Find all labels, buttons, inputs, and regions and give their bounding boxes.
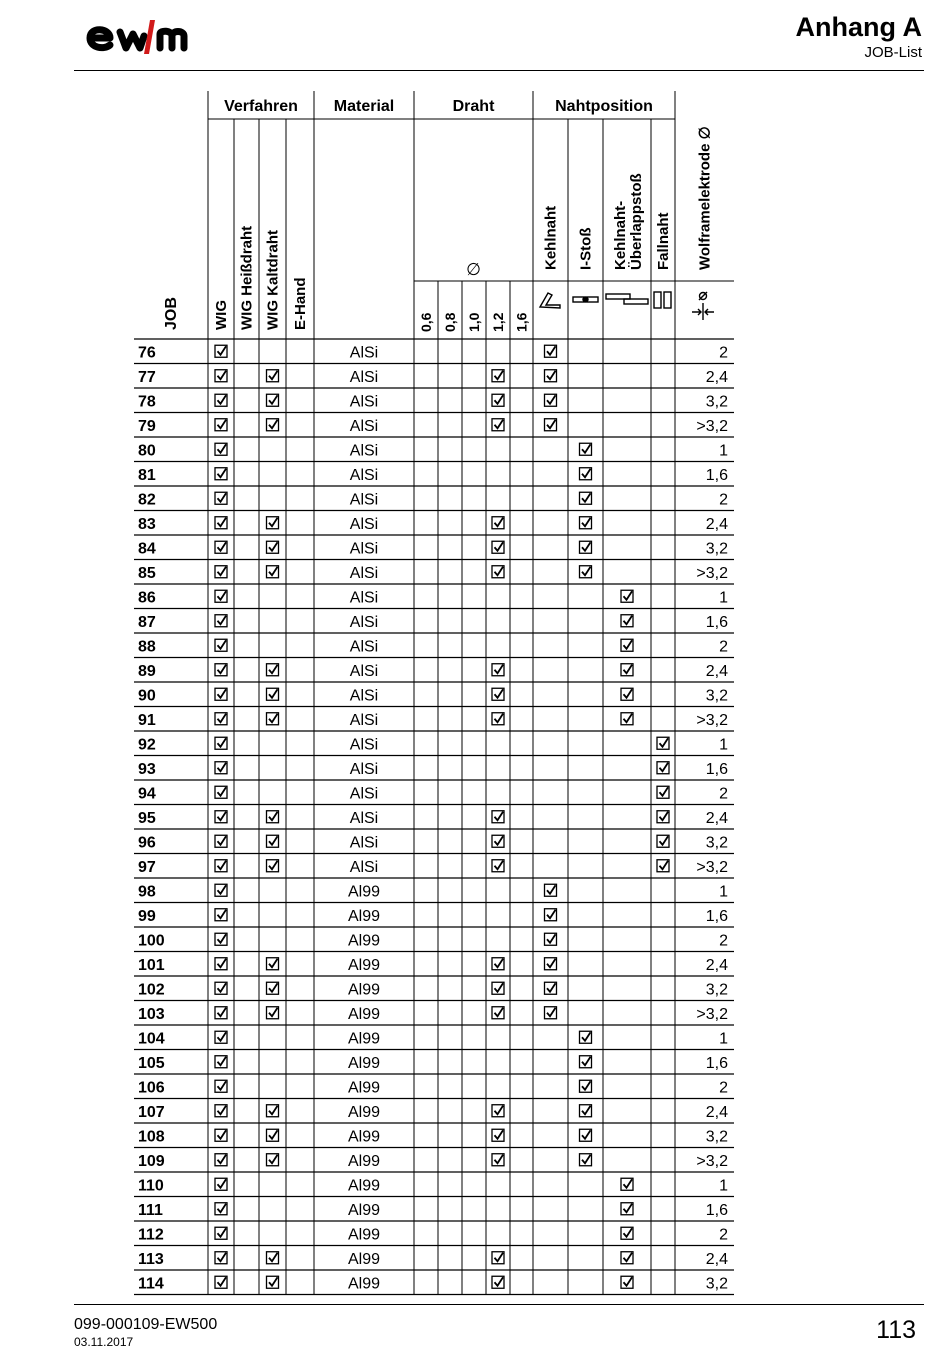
- wig-check: [215, 1056, 227, 1068]
- job-number: 89: [138, 662, 156, 680]
- wig-check: [215, 860, 227, 872]
- wolfram-cell: >3,2: [696, 1005, 728, 1023]
- job-number: 87: [138, 613, 156, 631]
- wig-check: [215, 468, 227, 480]
- nahtposition-check: [545, 394, 557, 406]
- job-number: 88: [138, 638, 156, 656]
- material-cell: AlSi: [349, 760, 379, 778]
- material-cell: Al99: [347, 907, 381, 925]
- job-number: 100: [138, 932, 165, 950]
- nahtposition-check: [545, 982, 557, 994]
- nahtposition-check: [545, 345, 557, 357]
- wolframelektrode-icon: [692, 292, 714, 320]
- job-number: 96: [138, 834, 156, 852]
- wolfram-cell: 1: [719, 442, 728, 460]
- material-cell: AlSi: [349, 589, 379, 607]
- material-cell: AlSi: [349, 613, 379, 631]
- nahtposition-check: [657, 762, 669, 774]
- material-cell: AlSi: [349, 466, 379, 484]
- job-number: 92: [138, 736, 156, 754]
- wig-kaltdraht-check: [267, 517, 279, 529]
- wolfram-cell: 2,4: [705, 809, 728, 827]
- nahtposition-check: [580, 492, 592, 504]
- wolfram-cell: 2: [719, 1079, 728, 1097]
- wig-check: [215, 541, 227, 553]
- wig-kaltdraht-check: [267, 1105, 279, 1117]
- wig-check: [215, 443, 227, 455]
- wig-check: [215, 1105, 227, 1117]
- draht-check: [492, 1154, 504, 1166]
- wolfram-cell: 2: [719, 344, 728, 362]
- material-cell: Al99: [347, 883, 381, 901]
- wig-check: [215, 1154, 227, 1166]
- wolfram-cell: 2,4: [705, 368, 728, 386]
- wig-kaltdraht-check: [267, 1276, 279, 1288]
- job-number: 93: [138, 760, 156, 778]
- group-header-material: Material: [333, 98, 395, 115]
- draht-check: [492, 1276, 504, 1288]
- job-number: 97: [138, 858, 156, 876]
- nahtposition-check: [545, 419, 557, 431]
- material-cell: AlSi: [349, 858, 379, 876]
- ueberlappstoss-icon: [606, 294, 648, 304]
- job-number: 98: [138, 883, 156, 901]
- wig-check: [215, 786, 227, 798]
- job-number: 107: [138, 1103, 165, 1121]
- wolfram-cell: >3,2: [696, 711, 728, 729]
- material-cell: AlSi: [349, 687, 379, 705]
- wig-kaltdraht-check: [267, 541, 279, 553]
- wolfram-cell: 2,4: [705, 662, 728, 680]
- wig-kaltdraht-check: [267, 1252, 279, 1264]
- nahtposition-check: [621, 688, 633, 700]
- material-cell: Al99: [347, 932, 381, 950]
- material-cell: AlSi: [349, 711, 379, 729]
- wolfram-cell: 1: [719, 736, 728, 754]
- nahtposition-check: [621, 1252, 633, 1264]
- material-cell: Al99: [347, 1128, 381, 1146]
- wig-kaltdraht-check: [267, 664, 279, 676]
- wolfram-cell: 1: [719, 1177, 728, 1195]
- wig-kaltdraht-check: [267, 1007, 279, 1019]
- nahtposition-check: [580, 1105, 592, 1117]
- material-cell: Al99: [347, 1079, 381, 1097]
- nahtposition-check: [621, 1203, 633, 1215]
- wig-check: [215, 1203, 227, 1215]
- wig-kaltdraht-check: [267, 419, 279, 431]
- nahtposition-check: [580, 541, 592, 553]
- page-header-subtitle: JOB-List: [864, 44, 922, 61]
- job-number: 102: [138, 981, 165, 999]
- wolfram-cell: 2: [719, 638, 728, 656]
- page-header-title: Anhang A: [795, 12, 922, 42]
- wolfram-cell: 1: [719, 883, 728, 901]
- draht-check: [492, 566, 504, 578]
- nahtposition-check: [657, 786, 669, 798]
- material-cell: AlSi: [349, 344, 379, 362]
- wolfram-cell: 2: [719, 491, 728, 509]
- wig-check: [215, 664, 227, 676]
- wolfram-cell: 3,2: [705, 393, 728, 411]
- job-number: 113: [138, 1250, 164, 1268]
- job-number: 105: [138, 1054, 165, 1072]
- nahtposition-check: [545, 1007, 557, 1019]
- nahtposition-check: [580, 1154, 592, 1166]
- wolfram-cell: 1,6: [705, 907, 728, 925]
- nahtposition-check: [580, 517, 592, 529]
- material-cell: AlSi: [349, 564, 379, 582]
- job-number: 111: [138, 1201, 163, 1219]
- column-header-i-stoss: I-Stoß: [577, 227, 595, 270]
- nahtposition-check: [545, 909, 557, 921]
- nahtposition-check: [545, 370, 557, 382]
- draht-check: [492, 370, 504, 382]
- material-cell: AlSi: [349, 809, 379, 827]
- wolfram-cell: 1: [719, 1030, 728, 1048]
- nahtposition-check: [621, 639, 633, 651]
- draht-check: [492, 517, 504, 529]
- wolfram-cell: 1,6: [705, 760, 728, 778]
- wig-check: [215, 370, 227, 382]
- nahtposition-check: [621, 664, 633, 676]
- draht-check: [492, 664, 504, 676]
- document-number: 099-000109-EW500: [74, 1316, 218, 1333]
- material-cell: AlSi: [349, 834, 379, 852]
- wig-check: [215, 884, 227, 896]
- nahtposition-check: [621, 1276, 633, 1288]
- wig-kaltdraht-check: [267, 1129, 279, 1141]
- wig-kaltdraht-check: [267, 958, 279, 970]
- wig-kaltdraht-check: [267, 860, 279, 872]
- material-cell: Al99: [347, 1226, 381, 1244]
- wig-check: [215, 419, 227, 431]
- column-header-fallnaht: Fallnaht: [655, 212, 672, 270]
- job-number: 104: [138, 1030, 165, 1048]
- wolfram-cell: 1,6: [705, 1201, 728, 1219]
- material-cell: Al99: [347, 981, 381, 999]
- draht-check: [492, 811, 504, 823]
- group-header-verfahren: Verfahren: [224, 98, 298, 115]
- draht-check: [492, 1105, 504, 1117]
- material-cell: Al99: [347, 1103, 381, 1121]
- wig-check: [215, 615, 227, 627]
- wolfram-cell: 3,2: [705, 687, 728, 705]
- page-number: 113: [876, 1316, 916, 1344]
- job-number: 101: [138, 956, 165, 974]
- job-number: 103: [138, 1005, 165, 1023]
- job-number: 80: [138, 442, 156, 460]
- wolfram-cell: >3,2: [696, 1152, 728, 1170]
- job-number: 114: [138, 1275, 164, 1293]
- material-cell: AlSi: [349, 785, 379, 803]
- job-number: 99: [138, 907, 156, 925]
- wig-kaltdraht-check: [267, 982, 279, 994]
- column-header-kehlnaht-ueberlapp: Kehlnaht-: [612, 200, 629, 270]
- nahtposition-check: [580, 468, 592, 480]
- job-number: 108: [138, 1128, 165, 1146]
- wig-kaltdraht-check: [267, 835, 279, 847]
- nahtposition-check: [621, 1227, 633, 1239]
- wolfram-cell: 2: [719, 785, 728, 803]
- wolfram-cell: 1,6: [705, 613, 728, 631]
- draht-check: [492, 1129, 504, 1141]
- wig-check: [215, 811, 227, 823]
- column-header-kehlnaht-ueberlapp: Überlappstoß: [628, 173, 645, 270]
- wig-check: [215, 1252, 227, 1264]
- wolfram-cell: 3,2: [705, 981, 728, 999]
- draht-check: [492, 419, 504, 431]
- nahtposition-check: [580, 1031, 592, 1043]
- wolfram-cell: 2,4: [705, 1103, 728, 1121]
- draht-check: [492, 1252, 504, 1264]
- job-number: 79: [138, 417, 156, 435]
- material-cell: Al99: [347, 1152, 381, 1170]
- job-number: 81: [138, 466, 156, 484]
- wolfram-cell: 1: [719, 589, 728, 607]
- job-number: 84: [138, 540, 156, 558]
- wig-check: [215, 566, 227, 578]
- job-number: 85: [138, 564, 156, 582]
- material-cell: Al99: [347, 1005, 381, 1023]
- material-cell: AlSi: [349, 540, 379, 558]
- wig-check: [215, 713, 227, 725]
- job-number: 106: [138, 1079, 165, 1097]
- column-header-draht-4: 1,6: [513, 312, 530, 332]
- material-cell: AlSi: [349, 491, 379, 509]
- draht-diameter-symbol: ∅: [466, 260, 481, 279]
- wig-check: [215, 517, 227, 529]
- wolfram-cell: 1,6: [705, 1054, 728, 1072]
- wig-kaltdraht-check: [267, 811, 279, 823]
- draht-check: [492, 982, 504, 994]
- i-stoss-icon: [573, 297, 598, 302]
- wig-kaltdraht-check: [267, 566, 279, 578]
- material-cell: AlSi: [349, 393, 379, 411]
- wig-check: [215, 835, 227, 847]
- nahtposition-check: [657, 860, 669, 872]
- nahtposition-check: [545, 884, 557, 896]
- draht-check: [492, 835, 504, 847]
- material-cell: AlSi: [349, 662, 379, 680]
- material-cell: Al99: [347, 1250, 381, 1268]
- wig-check: [215, 933, 227, 945]
- draht-check: [492, 394, 504, 406]
- group-header-nahtposition: Nahtposition: [555, 98, 653, 115]
- nahtposition-check: [621, 713, 633, 725]
- wig-check: [215, 1031, 227, 1043]
- job-number: 94: [138, 785, 156, 803]
- wig-kaltdraht-check: [267, 1154, 279, 1166]
- wolfram-cell: 2,4: [705, 1250, 728, 1268]
- wig-check: [215, 590, 227, 602]
- material-cell: AlSi: [349, 442, 379, 460]
- wig-check: [215, 1178, 227, 1190]
- draht-check: [492, 688, 504, 700]
- column-header-draht-2: 1,0: [466, 312, 482, 332]
- nahtposition-check: [621, 1178, 633, 1190]
- wig-check: [215, 909, 227, 921]
- wolfram-cell: 2,4: [705, 956, 728, 974]
- nahtposition-check: [657, 835, 669, 847]
- nahtposition-check: [657, 737, 669, 749]
- job-number: 76: [138, 344, 156, 362]
- column-header-wig-heissdraht: WIG Heißdraht: [238, 225, 256, 330]
- nahtposition-check: [580, 443, 592, 455]
- nahtposition-check: [657, 811, 669, 823]
- wolfram-cell: >3,2: [696, 417, 728, 435]
- column-header-wig: WIG: [213, 300, 230, 330]
- wig-check: [215, 492, 227, 504]
- wig-check: [215, 982, 227, 994]
- nahtposition-check: [580, 1080, 592, 1092]
- wig-check: [215, 1007, 227, 1019]
- job-number: 86: [138, 589, 156, 607]
- wolfram-cell: 3,2: [705, 1128, 728, 1146]
- wig-check: [215, 1129, 227, 1141]
- wig-kaltdraht-check: [267, 688, 279, 700]
- wolfram-cell: 1,6: [705, 466, 728, 484]
- wolfram-cell: >3,2: [696, 564, 728, 582]
- wig-check: [215, 958, 227, 970]
- nahtposition-check: [580, 566, 592, 578]
- column-header-draht-3: 1,2: [490, 312, 506, 332]
- document-date: 03.11.2017: [74, 1335, 134, 1349]
- column-header-draht-1: 0,8: [442, 312, 458, 332]
- draht-check: [492, 713, 504, 725]
- material-cell: AlSi: [349, 736, 379, 754]
- wig-kaltdraht-check: [267, 394, 279, 406]
- column-header-wolframelektrode: Wolframelektrode ∅: [696, 126, 714, 270]
- wolfram-cell: 2: [719, 1226, 728, 1244]
- job-number: 82: [138, 491, 156, 509]
- material-cell: AlSi: [349, 515, 379, 533]
- fallnaht-icon: [654, 292, 671, 308]
- column-header-wig-kaltdraht: WIG Kaltdraht: [264, 230, 282, 330]
- job-number: 90: [138, 687, 156, 705]
- job-number: 112: [138, 1226, 164, 1244]
- wolfram-cell: >3,2: [696, 858, 728, 876]
- column-header-kehlnaht: Kehlnaht: [542, 205, 560, 270]
- wolfram-cell: 3,2: [705, 834, 728, 852]
- draht-check: [492, 958, 504, 970]
- wig-check: [215, 639, 227, 651]
- wig-kaltdraht-check: [267, 370, 279, 382]
- column-header-e-hand: E-Hand: [292, 277, 309, 330]
- job-number: 95: [138, 809, 156, 827]
- material-cell: Al99: [347, 1030, 381, 1048]
- wig-check: [215, 688, 227, 700]
- wolfram-cell: 3,2: [705, 540, 728, 558]
- wolfram-cell: 2: [719, 932, 728, 950]
- job-number: 83: [138, 515, 156, 533]
- nahtposition-check: [621, 615, 633, 627]
- column-header-job: JOB: [163, 297, 180, 330]
- footer-rule: [74, 1304, 924, 1305]
- column-header-draht-0: 0,6: [418, 312, 434, 332]
- nahtposition-check: [545, 933, 557, 945]
- material-cell: AlSi: [349, 417, 379, 435]
- kehlnaht-icon: [540, 293, 560, 308]
- nahtposition-check: [545, 958, 557, 970]
- material-cell: AlSi: [349, 368, 379, 386]
- draht-check: [492, 1007, 504, 1019]
- material-cell: Al99: [347, 1054, 381, 1072]
- draht-check: [492, 860, 504, 872]
- wig-kaltdraht-check: [267, 713, 279, 725]
- wolfram-cell: 3,2: [705, 1275, 728, 1293]
- wig-check: [215, 1276, 227, 1288]
- nahtposition-check: [621, 590, 633, 602]
- wolfram-cell: 2,4: [705, 515, 728, 533]
- material-cell: Al99: [347, 1275, 381, 1293]
- material-cell: Al99: [347, 1201, 381, 1219]
- wig-check: [215, 394, 227, 406]
- wig-check: [215, 737, 227, 749]
- nahtposition-check: [580, 1056, 592, 1068]
- wig-check: [215, 1227, 227, 1239]
- job-number: 110: [138, 1177, 164, 1195]
- job-number: 77: [138, 368, 156, 386]
- material-cell: Al99: [347, 1177, 381, 1195]
- nahtposition-check: [580, 1129, 592, 1141]
- material-cell: AlSi: [349, 638, 379, 656]
- material-cell: Al99: [347, 956, 381, 974]
- job-number: 109: [138, 1152, 165, 1170]
- wig-check: [215, 345, 227, 357]
- draht-check: [492, 541, 504, 553]
- wig-check: [215, 1080, 227, 1092]
- job-number: 78: [138, 393, 156, 411]
- wig-check: [215, 762, 227, 774]
- job-number: 91: [138, 711, 156, 729]
- group-header-draht: Draht: [452, 98, 495, 115]
